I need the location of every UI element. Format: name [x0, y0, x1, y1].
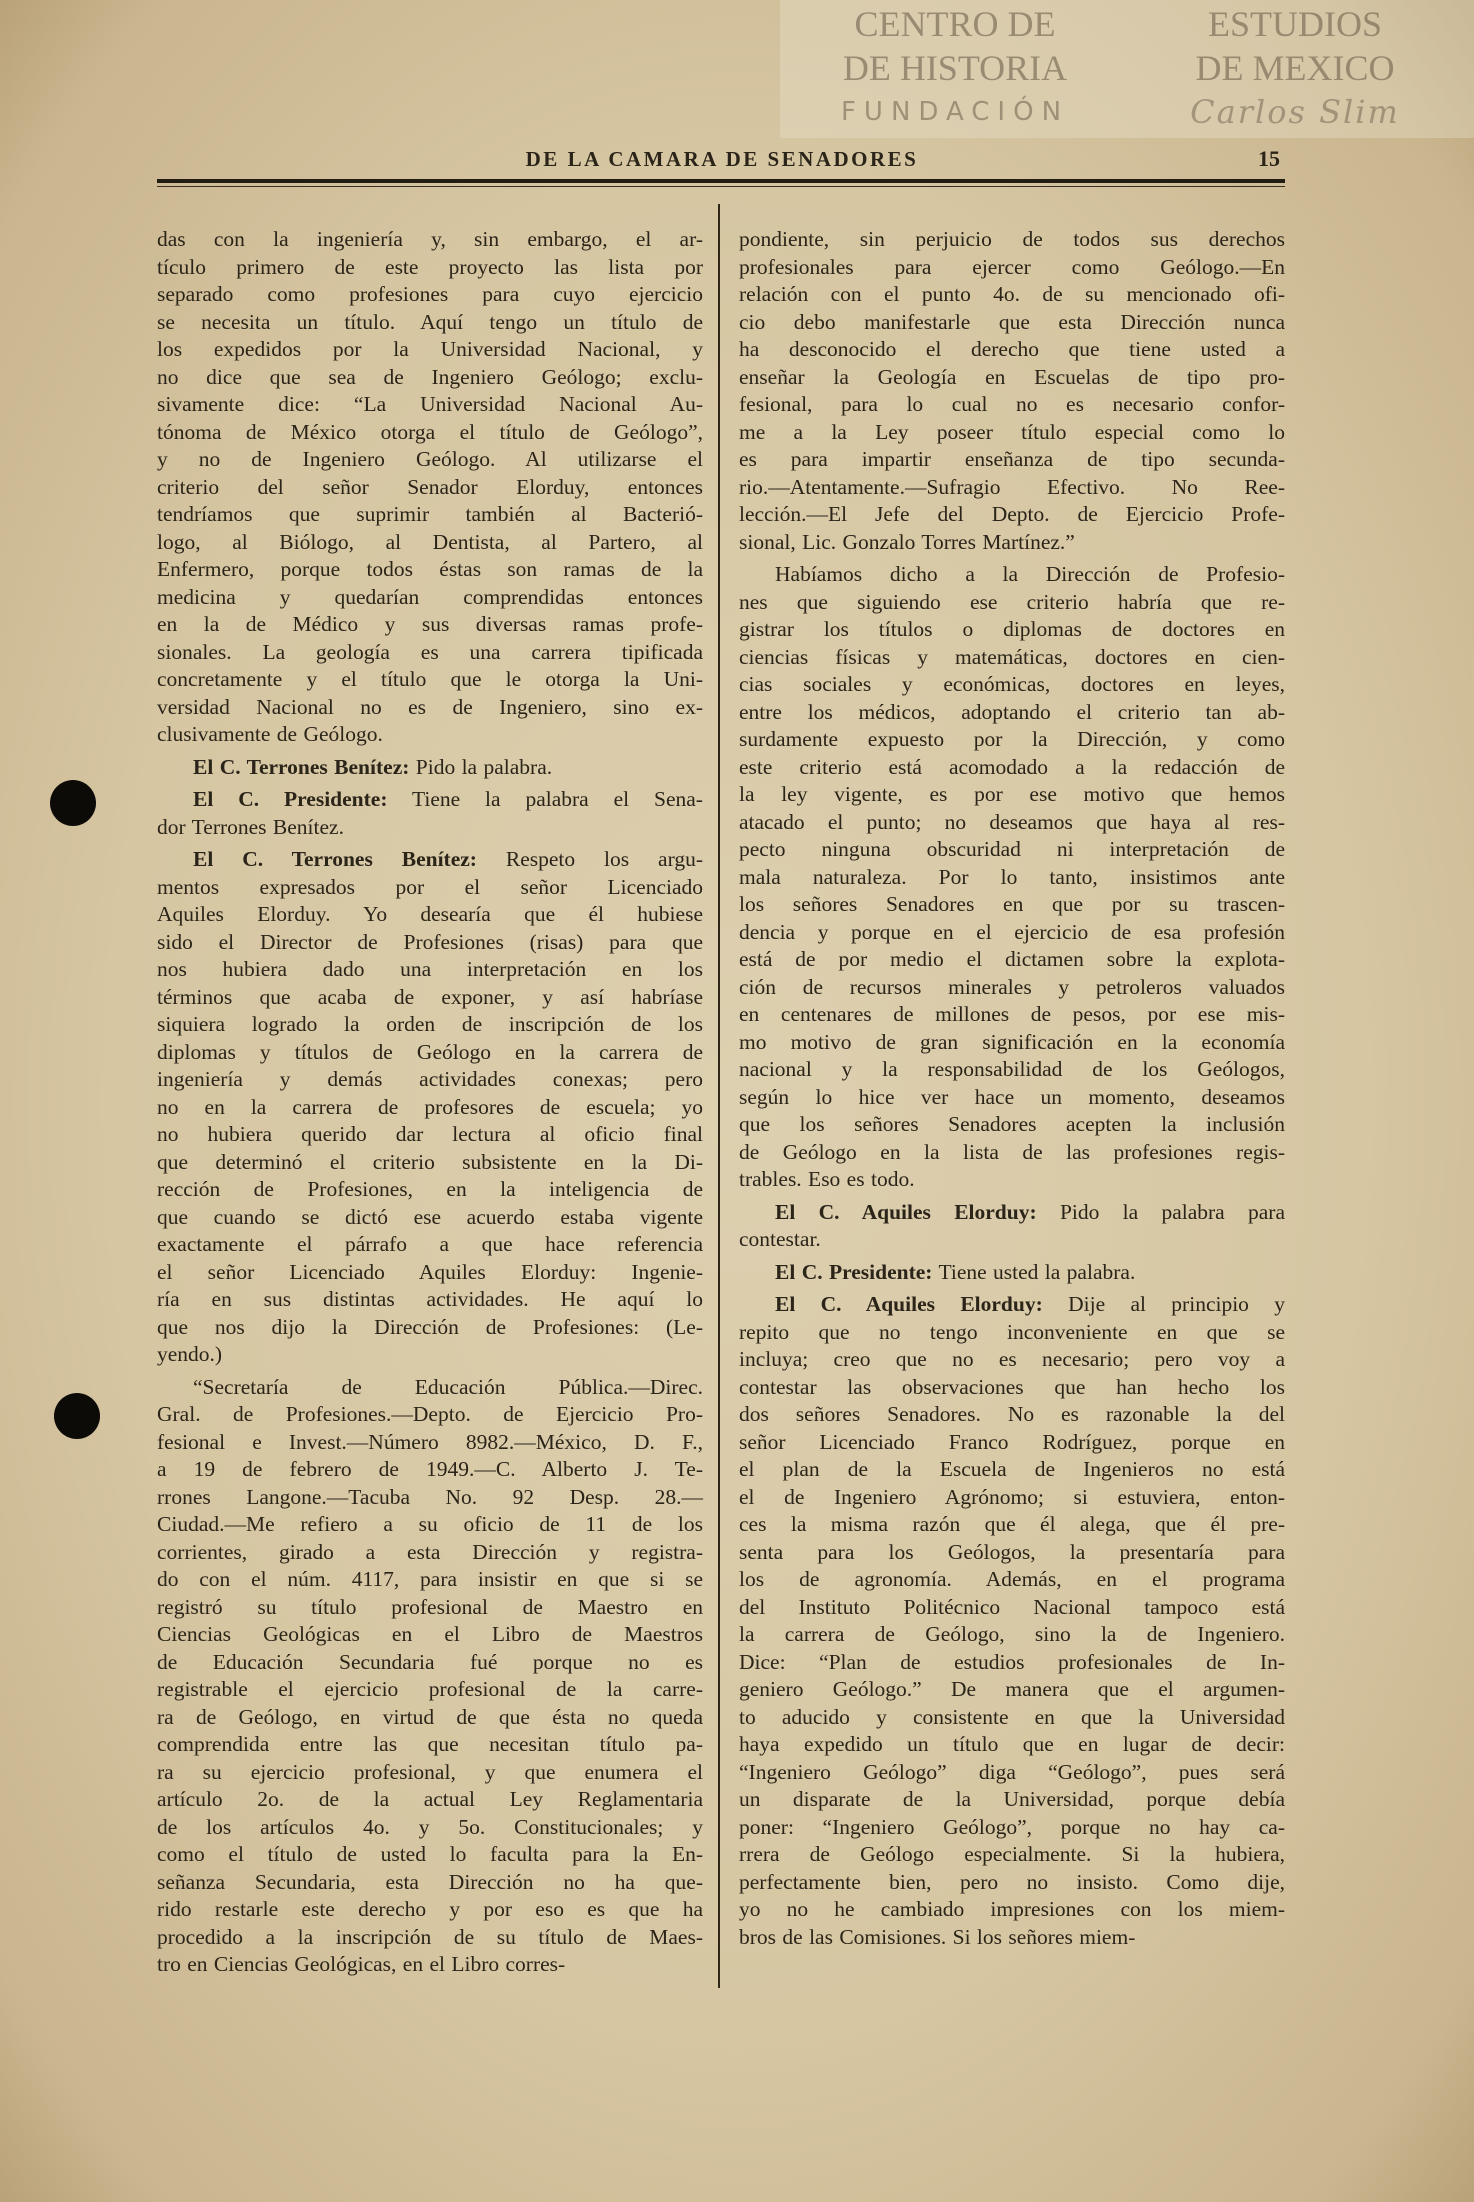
text-line — [739, 781, 1285, 809]
text-line — [739, 1291, 1285, 1319]
line-text: a 19 de febrero de 1949.—C. Alberto J. Te- — [157, 1457, 703, 1481]
text-line — [739, 699, 1285, 727]
paragraph — [157, 1374, 703, 1979]
speaker-name: El C. Presidente: — [193, 787, 388, 811]
line-text: de los artículos 4o. y 5o. Constitucionales; y — [157, 1814, 703, 1839]
line-text: to aducido y consistente en que la Universidad — [739, 1704, 1285, 1729]
speaker-paragraph — [739, 1199, 1285, 1254]
text-line — [739, 474, 1285, 502]
line-text: Tiene usted la palabra. — [938, 1259, 1136, 1284]
line-text: está de por medio el dictamen sobre la explota- — [739, 947, 1285, 971]
text-line — [739, 754, 1285, 782]
line-text: es para impartir enseñanza de tipo secunda- — [739, 447, 1285, 471]
text-line — [157, 1149, 703, 1177]
line-text: yendo.) — [157, 1342, 223, 1366]
line-text: Ciudad.—Me refiero a su oficio de 11 de los — [157, 1512, 703, 1536]
text-line — [157, 666, 703, 694]
speaker-name: El C. Aquiles Elorduy: — [775, 1199, 1037, 1224]
line-text: poner: “Ingeniero Geólogo”, porque no hay ca- — [739, 1814, 1285, 1839]
line-text: clusivamente de Geólogo. — [157, 722, 383, 746]
line-text: trables. Eso es todo. — [739, 1167, 915, 1191]
text-line — [157, 1649, 703, 1677]
text-line — [739, 1869, 1285, 1897]
text-line — [157, 419, 703, 447]
line-text: tónoma de México otorga el título de Geólogo”, — [157, 419, 703, 444]
line-text: siquiera logrado la orden de inscripción de los — [157, 1012, 703, 1036]
text-line — [739, 919, 1285, 947]
line-text: mo motivo de gran significación en la economía — [739, 1029, 1285, 1054]
text-line — [157, 281, 703, 309]
line-text: cio debo manifestarle que esta Dirección nunca — [739, 309, 1285, 334]
line-text: repito que no tengo inconveniente en que se — [739, 1319, 1285, 1344]
watermark-text: CENTRO DE — [854, 4, 1056, 44]
text-line — [157, 364, 703, 392]
text-line — [157, 1286, 703, 1314]
line-text: sional, Lic. Gonzalo Torres Martínez.” — [739, 529, 1075, 554]
text-line — [157, 1924, 703, 1952]
line-text: según lo hice ver hace un momento, deseamos — [739, 1084, 1285, 1109]
text-line — [157, 226, 703, 254]
header-rule — [157, 179, 1285, 183]
line-text: se necesita un título. Aquí tengo un título de — [157, 309, 703, 334]
line-text: contestar las observaciones que han hecho los — [739, 1374, 1285, 1399]
text-line — [739, 1001, 1285, 1029]
line-text: este criterio está acomodado a la redacción de — [739, 754, 1285, 779]
text-line — [739, 1056, 1285, 1084]
line-text: do con el núm. 4117, para insistir en que si se — [157, 1567, 703, 1591]
line-text: mala naturaleza. Por lo tanto, insistimos ante — [739, 864, 1285, 889]
line-text: que determinó el criterio subsistente en la Di- — [157, 1149, 703, 1174]
line-text: perfectamente bien, pero no insisto. Como dije, — [739, 1869, 1285, 1894]
text-line — [157, 1121, 703, 1149]
text-line — [157, 1204, 703, 1232]
text-line — [739, 1621, 1285, 1649]
text-line — [739, 1199, 1285, 1227]
line-text: no dice que sea de Ingeniero Geólogo; exclu- — [157, 364, 703, 389]
speaker-name: El C. Presidente: — [775, 1259, 933, 1284]
line-text: contestar. — [739, 1227, 821, 1251]
text-line — [739, 1139, 1285, 1167]
line-text: sido el Director de Profesiones (risas) para que — [157, 929, 703, 954]
header-rule-thin — [157, 186, 1285, 187]
text-line — [157, 1341, 703, 1369]
text-line — [739, 1429, 1285, 1457]
text-line — [157, 1484, 703, 1512]
watermark-text: DE HISTORIA — [842, 48, 1068, 88]
text-line — [739, 1511, 1285, 1539]
line-text: en centenares de millones de pesos, por ese mis- — [739, 1002, 1285, 1026]
text-line — [157, 786, 703, 814]
text-line — [739, 1924, 1285, 1952]
text-line — [157, 309, 703, 337]
line-text: el plan de la Escuela de Ingenieros no está — [739, 1457, 1285, 1481]
text-line — [157, 584, 703, 612]
line-text: que nos dijo la Dirección de Profesiones: (Le- — [157, 1314, 703, 1339]
line-text: no hubiera querido dar lectura al oficio final — [157, 1122, 703, 1146]
speaker-paragraph — [739, 1259, 1285, 1287]
line-text: rrones Langone.—Tacuba No. 92 Desp. 28.— — [157, 1484, 703, 1509]
text-line — [157, 1039, 703, 1067]
text-line — [157, 254, 703, 282]
text-line — [157, 814, 703, 842]
line-text: el señor Licenciado Aquiles Elorduy: Ingenie- — [157, 1259, 703, 1284]
text-line — [739, 1456, 1285, 1484]
text-line — [157, 1374, 703, 1402]
line-text: geniero Geólogo.” De manera que el argumen- — [739, 1677, 1285, 1701]
line-text: registró su título profesional de Maestro en — [157, 1594, 703, 1619]
line-text: bros de las Comisiones. Si los señores miem- — [739, 1924, 1136, 1949]
line-text: das con la ingeniería y, sin embargo, el ar- — [157, 227, 703, 251]
line-text: logo, al Biólogo, al Dentista, al Partero, al — [157, 529, 703, 554]
line-text: nos hubiera dado una interpretación en los — [157, 957, 703, 981]
line-text: haya expedido un título que en lugar de decir: — [739, 1732, 1285, 1756]
text-line — [157, 501, 703, 529]
text-line — [739, 1786, 1285, 1814]
line-text: del Instituto Politécnico Nacional tampoco está — [739, 1594, 1285, 1619]
text-line — [157, 1731, 703, 1759]
text-line — [157, 1539, 703, 1567]
line-text: ción de recursos minerales y petroleros valuados — [739, 974, 1285, 999]
text-line — [739, 836, 1285, 864]
text-line — [739, 589, 1285, 617]
running-header: DE LA CAMARA DE SENADORES — [525, 147, 919, 171]
text-line — [157, 694, 703, 722]
left-column — [157, 226, 703, 1979]
line-text: ingeniería y demás actividades conexas; pero — [157, 1067, 703, 1091]
line-text: los expedidos por la Universidad Nacional, y — [157, 337, 703, 361]
text-line — [157, 474, 703, 502]
text-line — [739, 226, 1285, 254]
line-text: procedido a la inscripción de su título de Maes- — [157, 1924, 703, 1949]
line-text: Enfermero, porque todos éstas son ramas de la — [157, 557, 703, 581]
text-line — [739, 1676, 1285, 1704]
line-text: comprendida entre las que necesitan título pa- — [157, 1732, 703, 1756]
line-text: Habíamos dicho a la Dirección de Profesio- — [775, 562, 1285, 586]
punch-hole — [54, 1393, 100, 1439]
text-line — [739, 671, 1285, 699]
line-text: dor Terrones Benítez. — [157, 814, 344, 839]
line-text: atacado el punto; no deseamos que haya al res- — [739, 809, 1285, 834]
line-text: senta para los Geólogos, la presentaría para — [739, 1539, 1285, 1564]
line-text: tro en Ciencias Geológicas, en el Libro corres- — [157, 1952, 566, 1976]
text-line — [157, 1231, 703, 1259]
speaker-name: El C. Terrones Benítez: — [193, 754, 410, 779]
text-line — [157, 721, 703, 749]
text-line — [739, 974, 1285, 1002]
text-line — [157, 874, 703, 902]
text-line — [739, 1401, 1285, 1429]
line-text: nes que siguiendo ese criterio habría que re- — [739, 589, 1285, 614]
text-line — [157, 1594, 703, 1622]
text-line — [157, 529, 703, 557]
line-text: Tiene la palabra el Sena- — [411, 787, 703, 811]
text-line — [739, 1226, 1285, 1254]
text-line — [739, 501, 1285, 529]
text-line — [157, 1759, 703, 1787]
speaker-name: El C. Terrones Benítez: — [193, 847, 477, 871]
line-text: cias sociales y económicas, doctores en leyes, — [739, 672, 1285, 696]
text-line — [157, 336, 703, 364]
text-line — [739, 391, 1285, 419]
line-text: y no de Ingeniero Geólogo. Al utilizarse el — [157, 447, 703, 471]
text-line — [157, 1621, 703, 1649]
watermark-foundation: FUNDACIÓN — [840, 97, 1070, 127]
line-text: criterio del señor Senador Elorduy, entonces — [157, 474, 703, 499]
line-text: los señores Senadores en que por su trascen- — [739, 892, 1285, 916]
line-text: surdamente expuesto por la Dirección, y como — [739, 727, 1285, 751]
line-text: lección.—El Jefe del Depto. de Ejercicio Profe- — [739, 502, 1285, 526]
text-line — [739, 809, 1285, 837]
text-line — [739, 1731, 1285, 1759]
line-text: ha desconocido el derecho que tiene usted a — [739, 337, 1285, 361]
text-line — [157, 1566, 703, 1594]
text-line — [739, 1259, 1285, 1287]
line-text: rido restarle este derecho y por eso es que ha — [157, 1897, 703, 1921]
line-text: incluya; creo que no es necesario; pero voy a — [739, 1347, 1285, 1371]
line-text: que cuando se dictó ese acuerdo estaba vigente — [157, 1204, 703, 1229]
line-text: enseñar la Geología en Escuelas de tipo pro- — [739, 364, 1285, 389]
line-text: fesional e Invest.—Número 8982.—México, D. F., — [157, 1429, 703, 1454]
line-text: pondiente, sin perjuicio de todos sus derechos — [739, 227, 1285, 251]
line-text: versidad Nacional no es de Ingeniero, sino ex- — [157, 694, 703, 719]
line-text: yo no he cambiado impresiones con los miem- — [739, 1897, 1285, 1921]
line-text: ciencias físicas y matemáticas, doctores en cien- — [739, 644, 1285, 669]
watermark-text: ESTUDIOS — [1207, 4, 1382, 44]
watermark-text: DE MEXICO — [1195, 48, 1395, 88]
line-text: concretamente y el título que le otorga la Uni- — [157, 667, 703, 691]
line-text: sivamente dice: “La Universidad Nacional Au- — [157, 392, 703, 416]
text-line — [739, 281, 1285, 309]
text-line — [157, 1066, 703, 1094]
text-line — [739, 446, 1285, 474]
paragraph — [157, 226, 703, 749]
punch-hole — [50, 780, 96, 826]
text-line — [157, 984, 703, 1012]
text-line — [157, 1456, 703, 1484]
text-line — [739, 1539, 1285, 1567]
text-line — [157, 929, 703, 957]
text-line — [157, 611, 703, 639]
line-text: Gral. de Profesiones.—Depto. de Ejercicio Pro- — [157, 1402, 703, 1426]
line-text: la carrera de Geólogo, sino la de Ingeniero. — [739, 1622, 1285, 1646]
speaker-paragraph — [739, 1291, 1285, 1951]
text-line — [157, 391, 703, 419]
page-number: 15 — [1258, 146, 1280, 171]
line-text: no en la carrera de profesores de escuela; yo — [157, 1094, 703, 1119]
line-text: términos que acaba de exponer, y así habríase — [157, 984, 703, 1009]
text-line — [157, 1314, 703, 1342]
line-text: corrientes, girado a esta Dirección y registra- — [157, 1539, 703, 1564]
text-line — [739, 1374, 1285, 1402]
line-text: Dice: “Plan de estudios profesionales de In- — [739, 1649, 1285, 1674]
text-line — [157, 639, 703, 667]
text-line — [739, 1029, 1285, 1057]
text-line — [157, 1841, 703, 1869]
line-text: dencia y porque en el ejercicio de esa profesión — [739, 919, 1285, 944]
text-line — [739, 1759, 1285, 1787]
line-text: mentos expresados por el señor Licenciado — [157, 874, 703, 899]
line-text: Pido la palabra para — [1059, 1199, 1286, 1224]
text-line — [739, 1566, 1285, 1594]
line-text: exactamente el párrafo a que hace referencia — [157, 1232, 703, 1256]
text-line — [157, 1094, 703, 1122]
text-line — [739, 891, 1285, 919]
text-line — [739, 1346, 1285, 1374]
text-line — [739, 1814, 1285, 1842]
line-text: como el título de usted lo faculta para la En- — [157, 1842, 703, 1866]
line-text: “Secretaría de Educación Pública.—Direc. — [193, 1374, 703, 1399]
text-line — [739, 1649, 1285, 1677]
speaker-paragraph — [157, 846, 703, 1369]
text-line — [739, 561, 1285, 589]
text-line — [739, 644, 1285, 672]
line-text: rio.—Atentamente.—Sufragio Efectivo. No Ree- — [739, 474, 1285, 499]
speaker-paragraph — [157, 754, 703, 782]
line-text: Respeto los argu- — [505, 847, 703, 871]
line-text: la ley vigente, es por ese motivo que hemos — [739, 782, 1285, 806]
text-line — [739, 364, 1285, 392]
text-line — [739, 1704, 1285, 1732]
text-line — [739, 529, 1285, 557]
line-text: nacional y la responsabilidad de los Geólogos, — [739, 1057, 1285, 1081]
line-text: relación con el punto 4o. de su mencionado ofi- — [739, 282, 1285, 306]
line-text: señanza Secundaria, esta Dirección no ha que- — [157, 1869, 703, 1894]
text-line — [157, 1786, 703, 1814]
text-line — [157, 901, 703, 929]
line-text: me a la Ley poseer título especial como lo — [739, 419, 1285, 444]
text-line — [739, 1896, 1285, 1924]
text-line — [157, 1869, 703, 1897]
text-line — [157, 1676, 703, 1704]
line-text: rección de Profesiones, en la inteligencia de — [157, 1177, 703, 1201]
line-text: ces la misma razón que él alega, que él pre- — [739, 1512, 1285, 1536]
text-line — [739, 1111, 1285, 1139]
line-text: sionales. La geología es una carrera tipificada — [157, 639, 703, 664]
line-text: señor Licenciado Franco Rodríguez, porque en — [739, 1429, 1285, 1454]
paragraph — [739, 561, 1285, 1194]
text-line — [157, 1259, 703, 1287]
text-line — [739, 1319, 1285, 1347]
text-line — [157, 846, 703, 874]
line-text: tendríamos que suprimir también al Bacterió- — [157, 502, 703, 526]
line-text: profesionales para ejercer como Geólogo.—En — [739, 254, 1285, 279]
watermark-signature: Carlos Slim — [1190, 93, 1400, 131]
line-text: artículo 2o. de la actual Ley Reglamentaria — [157, 1787, 703, 1811]
text-line — [157, 1896, 703, 1924]
text-line — [739, 336, 1285, 364]
line-text: “Ingeniero Geólogo” diga “Geólogo”, pues será — [739, 1759, 1285, 1784]
line-text: en la de Médico y sus diversas ramas profe- — [157, 612, 703, 636]
line-text: un disparate de la Universidad, porque debía — [739, 1787, 1285, 1811]
speaker-name: El C. Aquiles Elorduy: — [775, 1292, 1043, 1316]
line-text: que los señores Senadores acepten la inclusión — [739, 1112, 1285, 1136]
text-line — [157, 1176, 703, 1204]
text-line — [157, 1704, 703, 1732]
text-line — [157, 446, 703, 474]
line-text: el de Ingeniero Agrónomo; si estuviera, enton- — [739, 1484, 1285, 1509]
text-line — [157, 1814, 703, 1842]
line-text: dos señores Senadores. No es razonable la del — [739, 1402, 1285, 1426]
text-line — [739, 1484, 1285, 1512]
line-text: rrera de Geólogo especialmente. Si la hubiera, — [739, 1842, 1285, 1866]
column-divider — [718, 204, 720, 1988]
line-text: diplomas y títulos de Geólogo en la carrera de — [157, 1039, 703, 1064]
line-text: ra su ejercicio profesional, y que enumera el — [157, 1759, 703, 1784]
line-text: ría en sus distintas actividades. He aquí lo — [157, 1287, 703, 1311]
line-text: entre los médicos, adoptando el criterio tan ab- — [739, 699, 1285, 724]
line-text: Pido la palabra. — [415, 754, 553, 779]
line-text: Ciencias Geológicas en el Libro de Maestros — [157, 1622, 703, 1646]
line-text: Aquiles Elorduy. Yo desearía que él hubiese — [157, 902, 703, 926]
text-line — [739, 864, 1285, 892]
text-line — [157, 1429, 703, 1457]
text-line — [739, 1841, 1285, 1869]
text-line — [739, 254, 1285, 282]
line-text: medicina y quedarían comprendidas entonces — [157, 584, 703, 609]
right-column — [739, 226, 1285, 1951]
line-text: pecto ninguna obscuridad ni interpretación de — [739, 837, 1285, 861]
speaker-paragraph — [157, 786, 703, 841]
line-text: de Educación Secundaria fué porque no es — [157, 1649, 703, 1674]
text-line — [157, 1951, 703, 1979]
line-text: tículo primero de este proyecto las lista por — [157, 254, 703, 279]
line-text: los de agronomía. Además, en el programa — [739, 1567, 1285, 1591]
text-line — [739, 1084, 1285, 1112]
text-line — [739, 1166, 1285, 1194]
line-text: registrable el ejercicio profesional de la carre- — [157, 1677, 703, 1701]
text-line — [739, 726, 1285, 754]
text-line — [157, 754, 703, 782]
text-line — [157, 1011, 703, 1039]
line-text: separado como profesiones para cuyo ejercicio — [157, 282, 703, 306]
paragraph — [739, 226, 1285, 556]
text-line — [157, 956, 703, 984]
text-line — [739, 309, 1285, 337]
line-text: Dije al principio y — [1068, 1292, 1286, 1316]
text-line — [739, 946, 1285, 974]
text-line — [157, 1511, 703, 1539]
line-text: ra de Geólogo, en virtud de que ésta no queda — [157, 1704, 703, 1729]
line-text: de Geólogo en la lista de las profesiones regis- — [739, 1139, 1285, 1164]
line-text: gistrar los títulos o diplomas de doctores en — [739, 617, 1285, 641]
text-line — [157, 1401, 703, 1429]
text-line — [157, 556, 703, 584]
text-line — [739, 419, 1285, 447]
text-line — [739, 1594, 1285, 1622]
text-line — [739, 616, 1285, 644]
line-text: fesional, para lo cual no es necesario confor- — [739, 392, 1285, 416]
